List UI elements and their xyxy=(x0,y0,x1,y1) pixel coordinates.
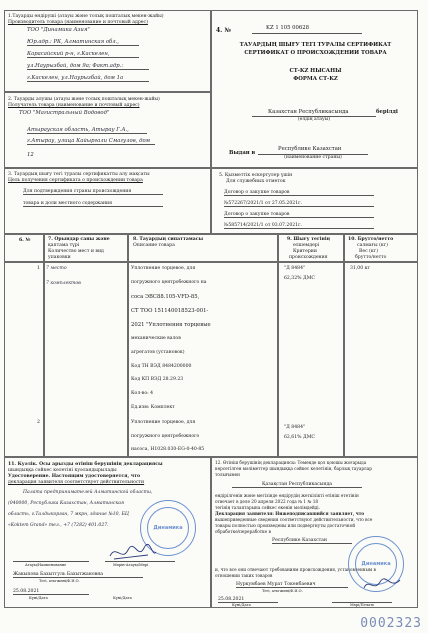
col7-label-a: 7. Орындар саны және xyxy=(48,237,110,242)
col-header-9 xyxy=(278,234,344,262)
row1-desc-8: Код ТН ВЭД 8484200000 xyxy=(131,364,192,369)
row1-desc-7: агрегатов (установок) xyxy=(131,350,185,355)
col7-label-c: Количество мест и вид xyxy=(48,249,104,254)
row2-criteria-2: 62,61% ДМС xyxy=(284,435,315,440)
box11-heading-4: декларация заявителя соответствует действительности xyxy=(8,480,145,485)
certificate-number: KZ 1 105 00628 xyxy=(266,25,310,31)
box5-line3: Договор о закупке товаров xyxy=(224,212,374,218)
box5-line1: Договор о закупке товаров xyxy=(224,190,374,196)
box3-heading-kz: 3. Тауардың шығу тегі туралы сертификатты алу мақсаты xyxy=(8,172,150,177)
box2-addr2: г.Атырау, улица Кайыргали Смагулов, дом xyxy=(27,138,155,145)
box12-body-5: вышеприведенные сведения соответствуют действительности, что все xyxy=(215,517,373,522)
box2-org: ТОО "Магистральный Водовод" xyxy=(19,110,110,116)
box5-heading-kz: 5. Қызметтік ескертулер үшін xyxy=(219,173,293,178)
col-header-6 xyxy=(4,234,44,262)
box12-body-2: отвечает в деле 20 апреля 2022 года № 1 № 18 xyxy=(215,499,319,504)
row1-qty-places: 7 место xyxy=(46,266,67,271)
box11-heading-1: 11. Куәлік. Осы арызды өтініш берушінің декларациясы xyxy=(8,462,163,467)
cert-title-ru: СЕРТИФИКАТ О ПРОИСХОЖДЕНИИ ТОВАРА xyxy=(244,50,387,56)
box-producer xyxy=(4,10,211,92)
box5-heading-ru: Для служебных отметок xyxy=(226,179,286,184)
box5-line2: №572267/2021/1 от 27.05.2021г. xyxy=(224,201,374,207)
col7-label-d: упаковки xyxy=(48,255,71,260)
issued-suffix: берілді xyxy=(376,109,398,115)
row2-criteria-1: "Д 8484" xyxy=(284,425,306,430)
box1-addr3: ул.Наурызбай, дом 9а; Факт.адр.: xyxy=(27,63,149,70)
declaration-signature xyxy=(362,576,402,594)
issued-in-label: Выдан в xyxy=(229,150,256,156)
issued-sub: (елдің атауы) xyxy=(297,117,331,122)
box2-addr1: Атырауская область, Атырау Г.А., xyxy=(27,127,147,134)
box-certificate-number xyxy=(211,10,418,168)
form-label-kz: СТ-KZ НЫСАНЫ xyxy=(289,68,342,74)
row2-desc-3: насоса, Н1028.030-EG-0-40-85 xyxy=(131,447,205,452)
box-consignee xyxy=(4,92,211,168)
row2-number: 2 xyxy=(37,420,40,425)
box11-heading-3: Удостоверение. Настоящим удостоверяется, что xyxy=(8,474,141,479)
row1-criteria-1: "Д 8484" xyxy=(284,266,306,271)
row1-desc-5: 2021 "Уплотнения торцевые xyxy=(131,322,211,328)
box11-heading-2: шындыққа сәйкес келетіні куәландырылады xyxy=(8,468,117,473)
col8-label-b: Описание товара xyxy=(133,243,175,248)
box1-addr4: г.Каскелен, ул.Наурызбай, дом 1а xyxy=(27,75,149,82)
col7-label-b: қаптама түрі xyxy=(48,243,80,248)
box12-body-9: отношении таких товаров xyxy=(215,573,273,578)
col10-label-d: брутто/нетто xyxy=(355,255,387,260)
box12-body-6: товары полностью произведены или подвергнуты достаточной xyxy=(215,523,356,528)
col9-label-d: происхождения xyxy=(289,255,328,260)
row1-desc-2: погружного центробежного на xyxy=(131,280,207,285)
col-header-7 xyxy=(44,234,128,262)
box-purpose xyxy=(4,168,211,234)
box11-signer: Жакыпова Бахытгуль Бахытжановна xyxy=(13,572,143,578)
row1-qty-sets: 7 комплектов xyxy=(46,281,81,286)
form-label-ru: ФОРМА СТ-KZ xyxy=(293,76,338,82)
row1-desc-6: механические валов xyxy=(131,336,181,341)
row1-desc-9: Код КП ВЭД 28.29.23 xyxy=(131,377,184,382)
box12-heading-3: толығымен xyxy=(215,472,240,477)
box12-country: Қазақстан Республикасында xyxy=(232,482,362,488)
box12-heading-1: 12. Өтініш берушінің декларациясы: Төменде қол қоюшы жоғарыда xyxy=(215,460,367,465)
box11-date: 25.08.2021 xyxy=(13,589,89,595)
box12-signer-sub: Тегі, аты-жөні/Ф.И.О. xyxy=(262,589,303,593)
col9-label-c: Критерии xyxy=(293,249,317,254)
box12-body-7: обработке/переработке в xyxy=(215,529,271,534)
row2-desc-2: погружного центробежного xyxy=(131,434,200,439)
row1-weight: 31,00 кг xyxy=(350,266,370,271)
attestation-signature xyxy=(108,542,158,564)
box12-date-sub: Күні/Дата xyxy=(232,603,251,607)
attestation-stamp-text: Динамика xyxy=(153,525,183,531)
goods-col-7 xyxy=(44,262,128,457)
box12-country-2: Республике Казахстан xyxy=(272,538,352,544)
col6-label: 6. № xyxy=(19,238,31,243)
box1-addr1: Юр.адр.: РК, Алматинская обл., xyxy=(27,39,139,46)
box12-body-1: өндірілгенін және мегізінде өндірудің жеткілікті өтініш ететінін xyxy=(215,493,359,498)
box11-signer-sub: Тегі, аты-жөні/Ф.И.О. xyxy=(39,579,80,583)
box3-line2: товара и доли местного содержания xyxy=(23,201,163,207)
row1-desc-11: Ед.изм: Комплект xyxy=(131,405,175,410)
box1-heading-kz: 1.Тауарды өндіруші (атауы және толық пошталық мекен-жайы) xyxy=(8,14,164,19)
col-header-8 xyxy=(128,234,278,262)
box1-org: ТОО "Динамика Азия" xyxy=(27,27,90,33)
box3-heading-ru: Цель получения сертификата о происхождении товара xyxy=(8,178,143,183)
col9-label-b: өлшемдері xyxy=(293,243,320,248)
declaration-stamp-text: Динамика xyxy=(361,561,391,567)
box12-body-4: Декларация заявителя: Нижеподписавшийся заявляет, что xyxy=(215,511,365,516)
goods-col-8 xyxy=(128,262,278,457)
col10-label-a: 10. Брутто/нетто xyxy=(348,237,394,242)
box11-chamber-3: область, г.Талдыкорган, 7 мкрн, здание №10, БЦ xyxy=(8,512,129,517)
row1-desc-10: Кол-во: 4 xyxy=(131,391,154,396)
row1-desc-4: СТ ТОО 151140018523-001- xyxy=(131,308,209,314)
row1-desc-1: Уплотнение торцевое, для xyxy=(131,266,196,271)
box12-body-8: и, что все они отвечают требованиям происхождения, установленным в xyxy=(215,567,376,572)
box12-heading-2: көрсетілген мәліметтер шындыққа сәйкес келетінін, барлық тауарлар xyxy=(215,466,372,471)
goods-col-6 xyxy=(4,262,44,457)
row1-desc-3: соса ЭВС88.105-VFD-85, xyxy=(131,294,200,300)
col-header-10 xyxy=(344,234,418,262)
box11-chamber-4: «Koktem Grand» тел., +7 (7282) 401.027. xyxy=(8,523,109,528)
box2-addr3: 12 xyxy=(27,152,34,158)
col9-label-a: 9. Шығу тегінің xyxy=(287,237,331,242)
box2-heading-ru: Получатель товара (наименование и почтовый адрес) xyxy=(8,103,140,108)
box3-line1: Для подтверждения страны происхождения xyxy=(23,189,163,195)
box11-chamber-2: (040000, Республика Казахстан, Алматинская xyxy=(8,501,125,506)
row1-criteria-2: 62,32% ДМС xyxy=(284,276,315,281)
cert-title-kz: ТАУАРДЫҢ ШЫҒУ ТЕГІ ТУРАЛЫ СЕРТИФИКАТ xyxy=(239,42,392,48)
box11-sign-sub-2: Мөрін-Атауы/Мөрі xyxy=(113,563,149,567)
box12-seal-sub: Мөрі/Печать xyxy=(350,603,375,607)
box1-addr2: Карасайский р-н, г.Каскелен, xyxy=(27,51,139,58)
serial-number: 0002323 xyxy=(360,616,422,631)
goods-col-10 xyxy=(344,262,418,457)
box11-sign-sub-1: Атауы/Наименование xyxy=(25,563,67,567)
col10-label-b: салмағы (кг) xyxy=(357,243,388,248)
box2-heading-kz: 2. Тауарды алушы (атауы және толық пошталық мекен-жайы) xyxy=(8,97,160,102)
col10-label-c: Вес (кг) xyxy=(359,249,378,254)
box11-date-sub-right: Күні/Дата xyxy=(113,596,132,600)
number-underline xyxy=(252,33,362,34)
issued-in-country: Республике Казахстан xyxy=(278,146,342,152)
row1-number: 1 xyxy=(37,266,40,271)
box12-body-3: тегінің талаптарына сәйкес екенін мәлімдейді. xyxy=(215,505,320,510)
box11-sign-line-1 xyxy=(13,561,89,562)
box-service-notes xyxy=(211,168,418,234)
box12-signer: Нуркумбаев Мурат Токенбаевич xyxy=(236,582,348,588)
row2-desc-1: Уплотнение торцевое, для xyxy=(131,420,196,425)
col8-label-a: 8. Тауардың сипаттамасы xyxy=(133,237,204,242)
box1-heading-ru: Производитель товара (наименование и почтовый адрес) xyxy=(8,20,148,25)
issued-in-sub: (наименование страны) xyxy=(284,155,342,160)
box4-label: 4. № xyxy=(216,27,231,34)
issued-country-kz: Казахстан Республикасында xyxy=(268,109,349,115)
box12-date: 25.08.2021 xyxy=(218,597,278,603)
box11-date-sub: Күні/Дата xyxy=(29,596,48,600)
box11-chamber-1: Палата предпринимателей Алматинской области, xyxy=(23,490,153,495)
box5-line4: №585714/2021/1 от 03.07.2021г. xyxy=(224,223,374,229)
